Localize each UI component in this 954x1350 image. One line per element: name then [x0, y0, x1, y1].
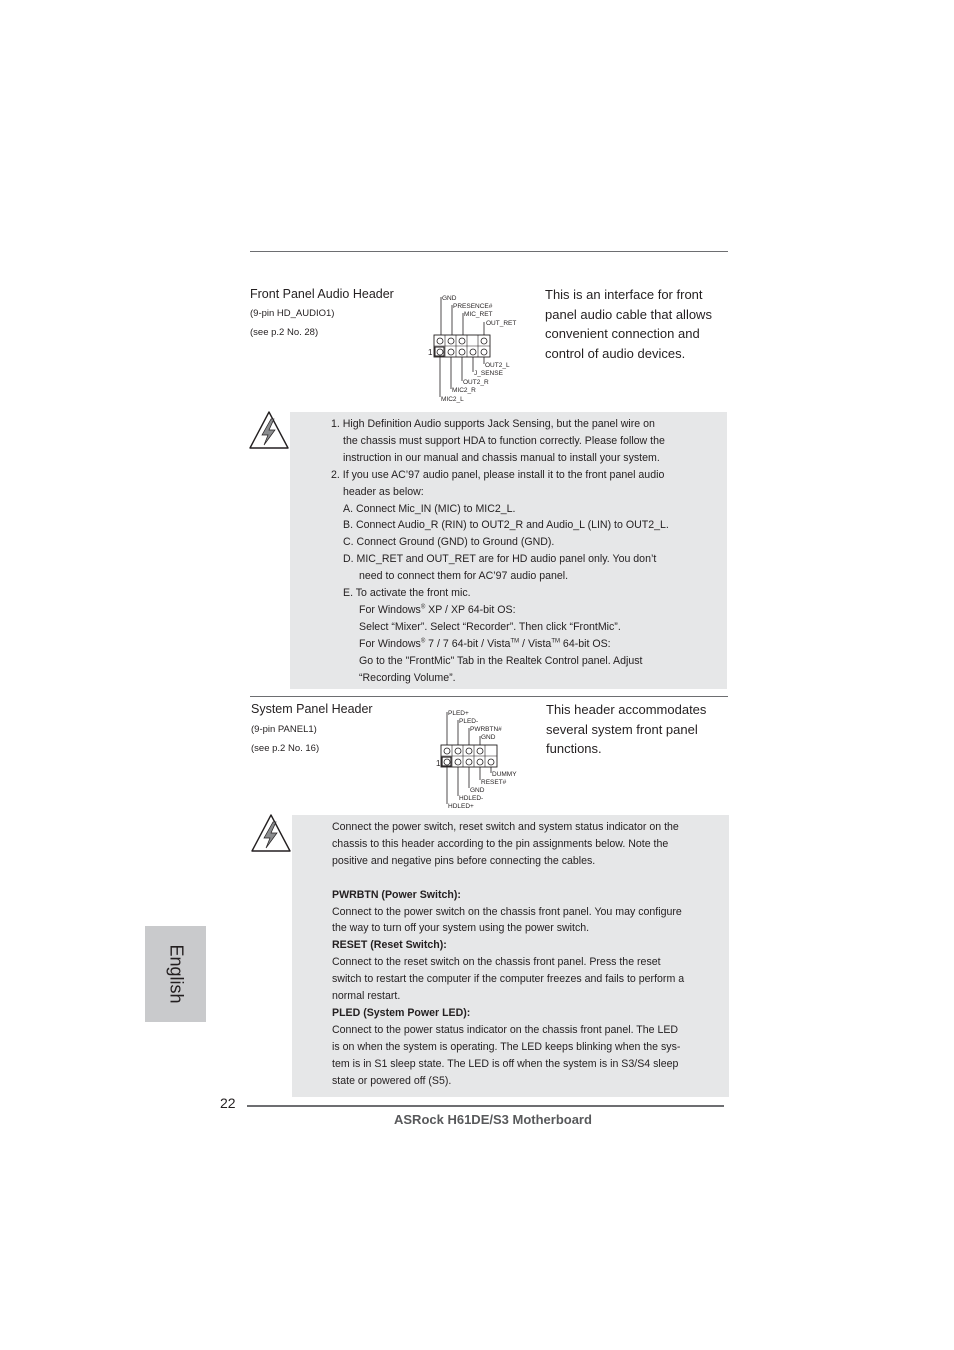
system-pin-label: HDLED-	[459, 795, 484, 802]
note-line: Go to the "FrontMic" Tab in the Realtek Control panel. Adjust	[359, 654, 643, 667]
middle-rule	[250, 696, 728, 697]
note-line: need to connect them for AC’97 audio panel.	[359, 570, 569, 583]
system-pin1-mark: 1	[436, 759, 441, 768]
system-note-text	[332, 819, 684, 1089]
reset-title: RESET (Reset Switch):	[332, 939, 447, 952]
note-line: E. To activate the front mic.	[343, 587, 471, 600]
footer-title: ASRock H61DE/S3 Motherboard	[394, 1112, 592, 1127]
desc-line: panel audio cable that allows	[545, 306, 712, 322]
audio-header-pin-diagram	[425, 290, 535, 408]
audio-pin-label: MIC2_R	[452, 387, 476, 394]
note-line: the chassis must support HDA to function correctly. Please follow the	[343, 434, 665, 447]
note-line-windows-7: For Windows® 7 / 7 64-bit / Vista™ / Vista™ 64-bit OS:	[359, 637, 611, 650]
audio-pin-label: GND	[442, 295, 457, 302]
system-section-title: System Panel Header	[251, 702, 373, 716]
audio-pin-label: J_SENSE	[474, 370, 503, 377]
note-line: C. Connect Ground (GND) to Ground (GND).	[343, 536, 555, 549]
note-line: is on when the system is operating. The LED keeps blinking when the sys-	[332, 1040, 681, 1053]
note-line: 2. If you use AC’97 audio panel, please install it to the front panel audio	[331, 468, 665, 481]
note-line: Connect to the reset switch on the chassis front panel. Press the reset	[332, 956, 661, 969]
note-line: normal restart.	[332, 990, 401, 1003]
system-pin-spec: (9-pin PANEL1)	[251, 724, 317, 735]
desc-line: several system front panel	[546, 721, 698, 737]
warning-lightning-icon	[250, 813, 292, 853]
desc-line: This header accommodates	[546, 702, 707, 717]
pwrbtn-title: PWRBTN (Power Switch):	[332, 888, 461, 901]
note-line-windows-xp: For Windows® XP / XP 64-bit OS:	[359, 603, 516, 616]
desc-line: convenient connection and	[545, 326, 700, 341]
system-pin-label: PLED-	[459, 718, 479, 725]
audio-pin1-mark: 1	[428, 348, 433, 357]
desc-line: This is an interface for front	[545, 287, 703, 302]
system-description	[546, 700, 726, 759]
note-line: Connect the power switch, reset switch and system status indicator on the	[332, 821, 679, 833]
note-line: chassis to this header according to the pin assignments below. Note the	[332, 837, 669, 850]
note-line: D. MIC_RET and OUT_RET are for HD audio panel only. You don’t	[343, 553, 657, 566]
note-line: Connect to the power switch on the chassis front panel. You may configure	[332, 905, 682, 918]
language-tab	[145, 926, 206, 1022]
system-pin-label: GND	[470, 787, 485, 794]
system-pin-label: RESET#	[481, 779, 507, 786]
note-line: instruction in our manual and chassis manual to install your system.	[343, 451, 660, 464]
system-pin-label: GND	[481, 734, 496, 741]
note-line: “Recording Volume”.	[359, 671, 456, 684]
audio-pin-label: OUT_RET	[486, 320, 517, 327]
system-ref: (see p.2 No. 16)	[251, 743, 320, 754]
audio-pin-label: MIC2_L	[441, 396, 464, 403]
footer-rule	[247, 1105, 724, 1107]
warning-lightning-icon	[248, 410, 290, 450]
note-line: header as below:	[343, 485, 424, 498]
audio-ref: (see p.2 No. 28)	[250, 327, 319, 338]
pled-title: PLED (System Power LED):	[332, 1006, 471, 1019]
note-line: state or powered off (S5).	[332, 1074, 452, 1087]
audio-pin-label: OUT2_L	[485, 362, 510, 369]
audio-pin-spec: (9-pin HD_AUDIO1)	[250, 308, 335, 319]
desc-line: control of audio devices.	[545, 345, 686, 361]
page-number: 22	[220, 1095, 236, 1111]
note-line: Connect to the power status indicator on the chassis front panel. The LED	[332, 1023, 679, 1036]
audio-description	[545, 285, 725, 363]
note-line: A. Connect Mic_IN (MIC) to MIC2_L.	[343, 502, 516, 515]
top-rule	[250, 251, 728, 252]
note-line: B. Connect Audio_R (RIN) to OUT2_R and Audio_L (LIN) to OUT2_L.	[343, 519, 669, 532]
note-line: positive and negative pins before connecting the cables.	[332, 854, 596, 867]
note-line: Select “Mixer”. Select “Recorder”. Then click “FrontMic”.	[359, 620, 621, 633]
note-line: tem is in S1 sleep state. The LED is off when the system is in S3/S4 sleep	[332, 1057, 679, 1070]
note-line: 1. High Definition Audio supports Jack Sensing, but the panel wire on	[331, 418, 655, 430]
audio-pin-label: PRESENCE#	[453, 303, 493, 310]
audio-section-title: Front Panel Audio Header	[250, 287, 394, 301]
audio-pin-label: OUT2_R	[463, 379, 489, 386]
system-pin-label: PLED+	[448, 710, 469, 717]
system-pin-label: DUMMY	[492, 771, 517, 778]
system-pin-label: PWRBTN#	[470, 726, 502, 733]
system-header-pin-diagram	[432, 706, 532, 810]
audio-pin-label: MIC_RET	[464, 311, 493, 318]
desc-line: functions.	[546, 741, 602, 756]
system-pin-label: HDLED+	[448, 803, 474, 810]
note-line: switch to restart the computer if the computer freezes and fails to perform a	[332, 973, 685, 986]
note-line: the way to turn off your system using the power switch.	[332, 922, 590, 935]
language-label: English	[166, 944, 186, 1004]
audio-note-text	[331, 416, 669, 687]
